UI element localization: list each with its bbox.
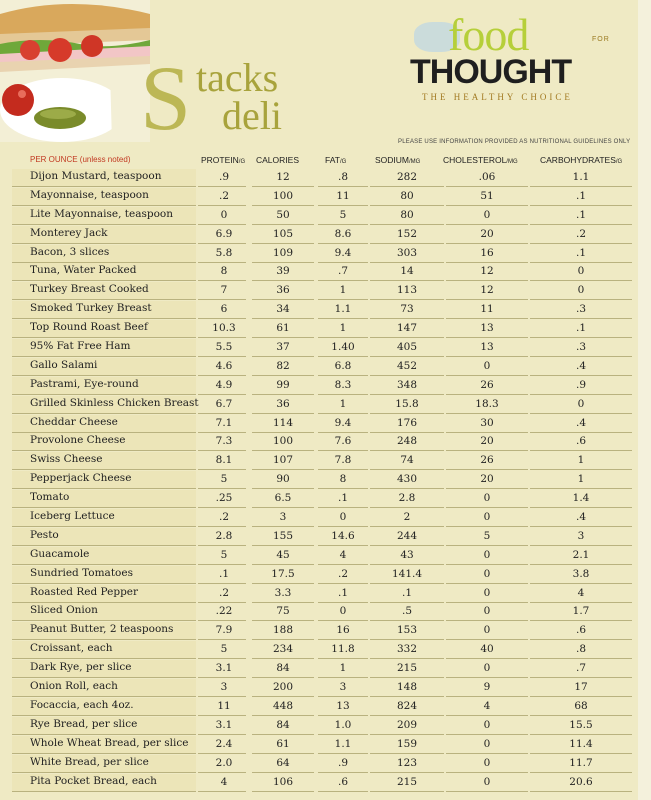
- protein-value: .2: [218, 189, 230, 202]
- calories-value: 61: [276, 737, 290, 750]
- food-name: Onion Roll, each: [30, 680, 118, 693]
- cholesterol-value: 0: [483, 492, 491, 505]
- food-name: Gallo Salami: [30, 358, 98, 371]
- carbohydrates-value: .1: [575, 208, 587, 221]
- logo-food-text: food: [448, 9, 529, 60]
- table-row: [0, 527, 651, 546]
- logo-for-text: FOR: [592, 36, 610, 43]
- cholesterol-value: 0: [483, 718, 491, 731]
- protein-value: .1: [218, 567, 230, 580]
- cholesterol-value: 18.3: [475, 397, 499, 410]
- sodium-value: 215: [396, 662, 418, 675]
- protein-value: 2.8: [215, 529, 233, 542]
- carbohydrates-value: 1.1: [572, 171, 590, 183]
- table-row: [0, 357, 651, 376]
- deli-logo-word: deli: [222, 93, 282, 138]
- carbohydrates-value: .4: [575, 511, 587, 524]
- cholesterol-value: 4: [483, 699, 491, 712]
- fat-value: .1: [337, 586, 349, 599]
- table-row: [0, 225, 651, 244]
- calories-value: 99: [276, 378, 290, 391]
- fat-value: .6: [337, 775, 349, 788]
- cholesterol-value: .06: [478, 171, 496, 183]
- fat-value: 9.4: [334, 416, 352, 429]
- protein-value: 4: [220, 775, 228, 788]
- food-name: Focaccia, each 4oz.: [30, 698, 134, 711]
- protein-value: 6.7: [215, 397, 233, 410]
- fat-value: 8.6: [334, 227, 352, 240]
- table-header: [0, 152, 651, 168]
- calories-value: 34: [276, 303, 290, 316]
- carbohydrates-value: .6: [575, 435, 587, 448]
- calories-value: 106: [272, 775, 294, 788]
- food-name: Bacon, 3 slices: [30, 245, 110, 258]
- calories-value: 200: [272, 681, 294, 694]
- cholesterol-value: 13: [480, 341, 494, 354]
- carbohydrates-value: 1.7: [572, 605, 590, 618]
- logo-tagline: THE HEALTHY CHOICE: [422, 92, 573, 102]
- table-row: [0, 565, 651, 584]
- table-row: [0, 187, 651, 206]
- food-name: Sundried Tomatoes: [30, 566, 133, 579]
- protein-value: 4.9: [215, 378, 233, 391]
- table-row: [0, 395, 651, 414]
- stacks-logo-s: S: [140, 47, 192, 149]
- food-name: Pesto: [30, 528, 59, 541]
- table-row: [0, 432, 651, 451]
- table-row: [0, 735, 651, 754]
- calories-value: 234: [272, 643, 294, 656]
- protein-value: 5: [220, 473, 228, 486]
- protein-value: 6.9: [215, 227, 233, 240]
- table-row: [0, 262, 651, 281]
- calories-value: 6.5: [274, 492, 292, 505]
- table-row: [0, 414, 651, 433]
- logo-thought-text: THOUGHT: [410, 53, 572, 91]
- fat-value: .7: [337, 265, 349, 278]
- sodium-value: 153: [396, 624, 418, 637]
- table-row: [0, 716, 651, 735]
- protein-value: 8.1: [215, 454, 233, 467]
- fat-value: .8: [337, 171, 349, 183]
- protein-value: 5.8: [215, 246, 233, 259]
- food-name: Cheddar Cheese: [30, 415, 118, 428]
- table-row: [0, 451, 651, 470]
- carbohydrates-value: 1.4: [572, 492, 590, 505]
- table-row: [0, 376, 651, 395]
- carbohydrates-value: .1: [575, 322, 587, 335]
- food-name: Iceberg Lettuce: [30, 510, 115, 523]
- sandwich-photo: [0, 0, 150, 142]
- calories-value: 188: [272, 624, 294, 637]
- carbohydrates-value: .1: [575, 189, 587, 202]
- carbohydrates-value: .3: [575, 341, 587, 354]
- food-name: Guacamole: [30, 547, 90, 560]
- disclaimer-text: PLEASE USE INFORMATION PROVIDED AS NUTRITIONAL GUIDELINES ONLY: [398, 139, 631, 145]
- carbohydrates-value: 11.7: [569, 756, 593, 769]
- table-row: [0, 640, 651, 659]
- carbohydrates-value: 68: [574, 699, 588, 712]
- sodium-value: 159: [396, 737, 418, 750]
- fat-value: .1: [337, 492, 349, 505]
- carbohydrates-value: .3: [575, 303, 587, 316]
- protein-value: .25: [215, 492, 233, 505]
- sodium-value: .1: [401, 586, 413, 599]
- table-row: [0, 773, 651, 792]
- cholesterol-value: 40: [480, 643, 494, 656]
- stacks-logo-word: tacks: [196, 55, 279, 100]
- fat-value: 1: [339, 397, 347, 410]
- carbohydrates-value: .9: [575, 378, 587, 391]
- cholesterol-value: 0: [483, 511, 491, 524]
- food-name: Peanut Butter, 2 teaspoons: [30, 623, 174, 636]
- cholesterol-value: 20: [480, 473, 494, 486]
- table-row: [0, 338, 651, 357]
- sodium-value: 248: [396, 435, 418, 448]
- table-row: [0, 508, 651, 527]
- calories-value: 36: [276, 397, 290, 410]
- cholesterol-value: 0: [483, 586, 491, 599]
- food-name: Swiss Cheese: [30, 453, 103, 466]
- fat-value: 4: [339, 548, 347, 561]
- protein-value: 11: [217, 699, 231, 712]
- table-row: [0, 659, 651, 678]
- fat-value: 1: [339, 322, 347, 335]
- cholesterol-value: 13: [480, 322, 494, 335]
- sodium-value: 80: [400, 189, 414, 202]
- fat-value: 0: [339, 605, 347, 618]
- sodium-value: 147: [396, 322, 418, 335]
- cholesterol-value: 5: [483, 529, 491, 542]
- food-name: Tuna, Water Packed: [30, 264, 137, 277]
- protein-value: 2.4: [215, 737, 233, 750]
- cholesterol-value: 20: [480, 227, 494, 240]
- cholesterol-value: 0: [483, 359, 491, 372]
- table-row: [0, 602, 651, 621]
- calories-value: 12: [276, 171, 290, 183]
- sodium-value: 332: [396, 643, 418, 656]
- sodium-value: 152: [396, 227, 418, 240]
- protein-value: 0: [220, 208, 228, 221]
- carbohydrates-value: 1: [577, 454, 585, 467]
- protein-value: 4.6: [215, 359, 233, 372]
- calories-value: 82: [276, 359, 290, 372]
- carbohydrates-value: .6: [575, 624, 587, 637]
- sodium-value: 141.4: [391, 567, 423, 580]
- calories-value: 84: [276, 718, 290, 731]
- table-row: [0, 281, 651, 300]
- food-name: Monterey Jack: [30, 226, 108, 239]
- sodium-value: 303: [396, 246, 418, 259]
- table-row: [0, 546, 651, 565]
- food-name: Pepperjack Cheese: [30, 472, 132, 485]
- carbohydrates-value: 0: [577, 265, 585, 278]
- cholesterol-value: 0: [483, 624, 491, 637]
- fat-value: .2: [337, 567, 349, 580]
- sandwich-icon: [0, 0, 150, 142]
- food-name: Lite Mayonnaise, teaspoon: [30, 207, 173, 220]
- sodium-value: 430: [396, 473, 418, 486]
- calories-value: 64: [276, 756, 290, 769]
- fat-value: 1: [339, 284, 347, 297]
- sodium-value: .5: [401, 605, 413, 618]
- calories-value: 37: [276, 341, 290, 354]
- table-row: [0, 206, 651, 225]
- sodium-value: 452: [396, 359, 418, 372]
- cholesterol-value: 0: [483, 548, 491, 561]
- sodium-value: 209: [396, 718, 418, 731]
- food-name: Croissant, each: [30, 642, 113, 655]
- fat-value: 1.40: [331, 341, 355, 354]
- fat-value: 11.8: [331, 643, 355, 656]
- fat-value: 1.1: [334, 737, 352, 750]
- protein-value: 6: [220, 303, 228, 316]
- page-header: [0, 0, 651, 150]
- calories-value: 3: [279, 511, 287, 524]
- fat-value: 16: [336, 624, 350, 637]
- cholesterol-value: 0: [483, 662, 491, 675]
- calories-value: 114: [272, 416, 294, 429]
- protein-value: 7: [220, 284, 228, 297]
- protein-value: .2: [218, 586, 230, 599]
- protein-value: 10.3: [212, 322, 236, 335]
- table-row: [0, 584, 651, 603]
- fat-value: 11: [336, 189, 350, 202]
- food-name: 95% Fat Free Ham: [30, 340, 131, 353]
- carbohydrates-value: .2: [575, 227, 587, 240]
- food-name: Turkey Breast Cooked: [30, 283, 149, 296]
- fat-value: 0: [339, 511, 347, 524]
- fat-value: 3: [339, 681, 347, 694]
- carbohydrates-value: 3.8: [572, 567, 590, 580]
- calories-value: 39: [276, 265, 290, 278]
- food-name: Top Round Roast Beef: [30, 321, 148, 334]
- carbohydrates-value: .1: [575, 246, 587, 259]
- carbohydrates-value: 0: [577, 397, 585, 410]
- carbohydrates-header: CARBOHYDRATES/G: [540, 155, 623, 165]
- cholesterol-value: 0: [483, 737, 491, 750]
- fat-value: 14.6: [331, 529, 355, 542]
- fat-value: 1: [339, 662, 347, 675]
- sodium-value: 80: [400, 208, 414, 221]
- calories-header: CALORIES: [256, 155, 299, 165]
- cholesterol-value: 16: [480, 246, 494, 259]
- table-row: [0, 489, 651, 508]
- sodium-value: 244: [396, 529, 418, 542]
- protein-value: 5: [220, 548, 228, 561]
- calories-value: 109: [272, 246, 294, 259]
- cholesterol-value: 51: [480, 189, 494, 202]
- carbohydrates-value: .4: [575, 416, 587, 429]
- sodium-value: 15.8: [395, 397, 419, 410]
- protein-value: 7.3: [215, 435, 233, 448]
- fat-value: 1.1: [334, 303, 352, 316]
- calories-value: 75: [276, 605, 290, 618]
- sodium-value: 123: [396, 756, 418, 769]
- calories-value: 50: [276, 208, 290, 221]
- cholesterol-header: CHOLESTEROL/MG: [443, 155, 518, 165]
- protein-value: 8: [220, 265, 228, 278]
- calories-value: 100: [272, 435, 294, 448]
- carbohydrates-value: 11.4: [569, 737, 593, 750]
- fat-value: 8: [339, 473, 347, 486]
- fat-value: 9.4: [334, 246, 352, 259]
- food-name: Mayonnaise, teaspoon: [30, 188, 149, 201]
- sodium-value: 348: [396, 378, 418, 391]
- fat-value: 1.0: [334, 718, 352, 731]
- food-name: Provolone Cheese: [30, 434, 126, 447]
- table-row: [0, 319, 651, 338]
- food-for-thought-logo: [410, 9, 640, 112]
- calories-value: 105: [272, 227, 294, 240]
- protein-value: 2.0: [215, 756, 233, 769]
- sodium-value: 113: [396, 284, 418, 297]
- fat-header: FAT/G: [325, 155, 347, 165]
- carbohydrates-value: 20.6: [569, 775, 593, 788]
- sodium-value: 176: [396, 416, 418, 429]
- table-row: [0, 168, 651, 187]
- cholesterol-value: 11: [480, 303, 494, 316]
- fat-value: 7.8: [334, 454, 352, 467]
- page-edge: [638, 0, 651, 800]
- sodium-value: 215: [396, 775, 418, 788]
- cholesterol-value: 20: [480, 435, 494, 448]
- cholesterol-value: 0: [483, 605, 491, 618]
- sodium-value: 14: [400, 265, 414, 278]
- food-name: Rye Bread, per slice: [30, 717, 138, 730]
- food-name: Grilled Skinless Chicken Breast: [30, 396, 199, 409]
- carbohydrates-value: 0: [577, 284, 585, 297]
- cholesterol-value: 9: [483, 681, 491, 694]
- cholesterol-value: 0: [483, 756, 491, 769]
- cholesterol-value: 12: [480, 284, 494, 297]
- table-row: [0, 300, 651, 319]
- cholesterol-value: 30: [480, 416, 494, 429]
- carbohydrates-value: 2.1: [572, 548, 590, 561]
- per-ounce-header: PER OUNCE (unless noted): [30, 155, 131, 164]
- calories-value: 17.5: [271, 567, 295, 580]
- food-name: Whole Wheat Bread, per slice: [30, 736, 189, 749]
- sodium-value: 73: [400, 303, 414, 316]
- protein-value: 3: [220, 681, 228, 694]
- carbohydrates-value: 1: [577, 473, 585, 486]
- carbohydrates-value: .4: [575, 359, 587, 372]
- food-name: Pastrami, Eye-round: [30, 377, 139, 390]
- food-name: Dijon Mustard, teaspoon: [30, 170, 162, 182]
- cholesterol-value: 12: [480, 265, 494, 278]
- nutrition-table-body: [0, 168, 651, 791]
- protein-value: .2: [218, 511, 230, 524]
- fat-value: 13: [336, 699, 350, 712]
- food-name: Pita Pocket Bread, each: [30, 774, 157, 787]
- protein-value: 3.1: [215, 662, 233, 675]
- cholesterol-value: 0: [483, 775, 491, 788]
- sodium-value: 824: [396, 699, 418, 712]
- sodium-value: 282: [396, 171, 418, 183]
- calories-value: 107: [272, 454, 294, 467]
- sodium-value: 2.8: [398, 492, 416, 505]
- sodium-header: SODIUM/MG: [375, 155, 421, 165]
- calories-value: 448: [272, 699, 294, 712]
- protein-value: 3.1: [215, 718, 233, 731]
- carbohydrates-value: 17: [574, 681, 588, 694]
- fat-value: .9: [337, 756, 349, 769]
- calories-value: 90: [276, 473, 290, 486]
- protein-header: PROTEIN/G: [201, 155, 246, 165]
- calories-value: 3.3: [274, 586, 292, 599]
- protein-value: 7.9: [215, 624, 233, 637]
- table-row: [0, 621, 651, 640]
- calories-value: 61: [276, 322, 290, 335]
- calories-value: 100: [272, 189, 294, 202]
- food-name: Smoked Turkey Breast: [30, 302, 152, 315]
- sodium-value: 74: [400, 454, 414, 467]
- carbohydrates-value: 15.5: [569, 718, 593, 731]
- fat-value: 8.3: [334, 378, 352, 391]
- food-name: Dark Rye, per slice: [30, 661, 132, 674]
- protein-value: 5: [220, 643, 228, 656]
- cholesterol-value: 26: [480, 378, 494, 391]
- carbohydrates-value: .8: [575, 643, 587, 656]
- cholesterol-value: 0: [483, 208, 491, 221]
- sodium-value: 405: [396, 341, 418, 354]
- fat-value: 5: [339, 208, 347, 221]
- calories-value: 45: [276, 548, 290, 561]
- protein-value: 5.5: [215, 341, 233, 354]
- table-row: [0, 678, 651, 697]
- sodium-value: 2: [403, 511, 411, 524]
- fat-value: 7.6: [334, 435, 352, 448]
- calories-value: 84: [276, 662, 290, 675]
- carbohydrates-value: 4: [577, 586, 585, 599]
- carbohydrates-value: .7: [575, 662, 587, 675]
- table-row: [0, 470, 651, 489]
- protein-value: .22: [215, 605, 233, 618]
- table-row: [0, 697, 651, 716]
- cholesterol-value: 26: [480, 454, 494, 467]
- carbohydrates-value: 3: [577, 529, 585, 542]
- cholesterol-value: 0: [483, 567, 491, 580]
- calories-value: 36: [276, 284, 290, 297]
- protein-value: .9: [218, 171, 230, 183]
- sodium-value: 43: [400, 548, 414, 561]
- calories-value: 155: [272, 529, 294, 542]
- table-row: [0, 244, 651, 263]
- table-row: [0, 754, 651, 773]
- food-name: Sliced Onion: [30, 604, 98, 617]
- protein-value: 7.1: [215, 416, 233, 429]
- food-name: White Bread, per slice: [30, 755, 149, 768]
- sodium-value: 148: [396, 681, 418, 694]
- food-name: Roasted Red Pepper: [30, 585, 139, 598]
- food-name: Tomato: [30, 491, 70, 504]
- fat-value: 6.8: [334, 359, 352, 372]
